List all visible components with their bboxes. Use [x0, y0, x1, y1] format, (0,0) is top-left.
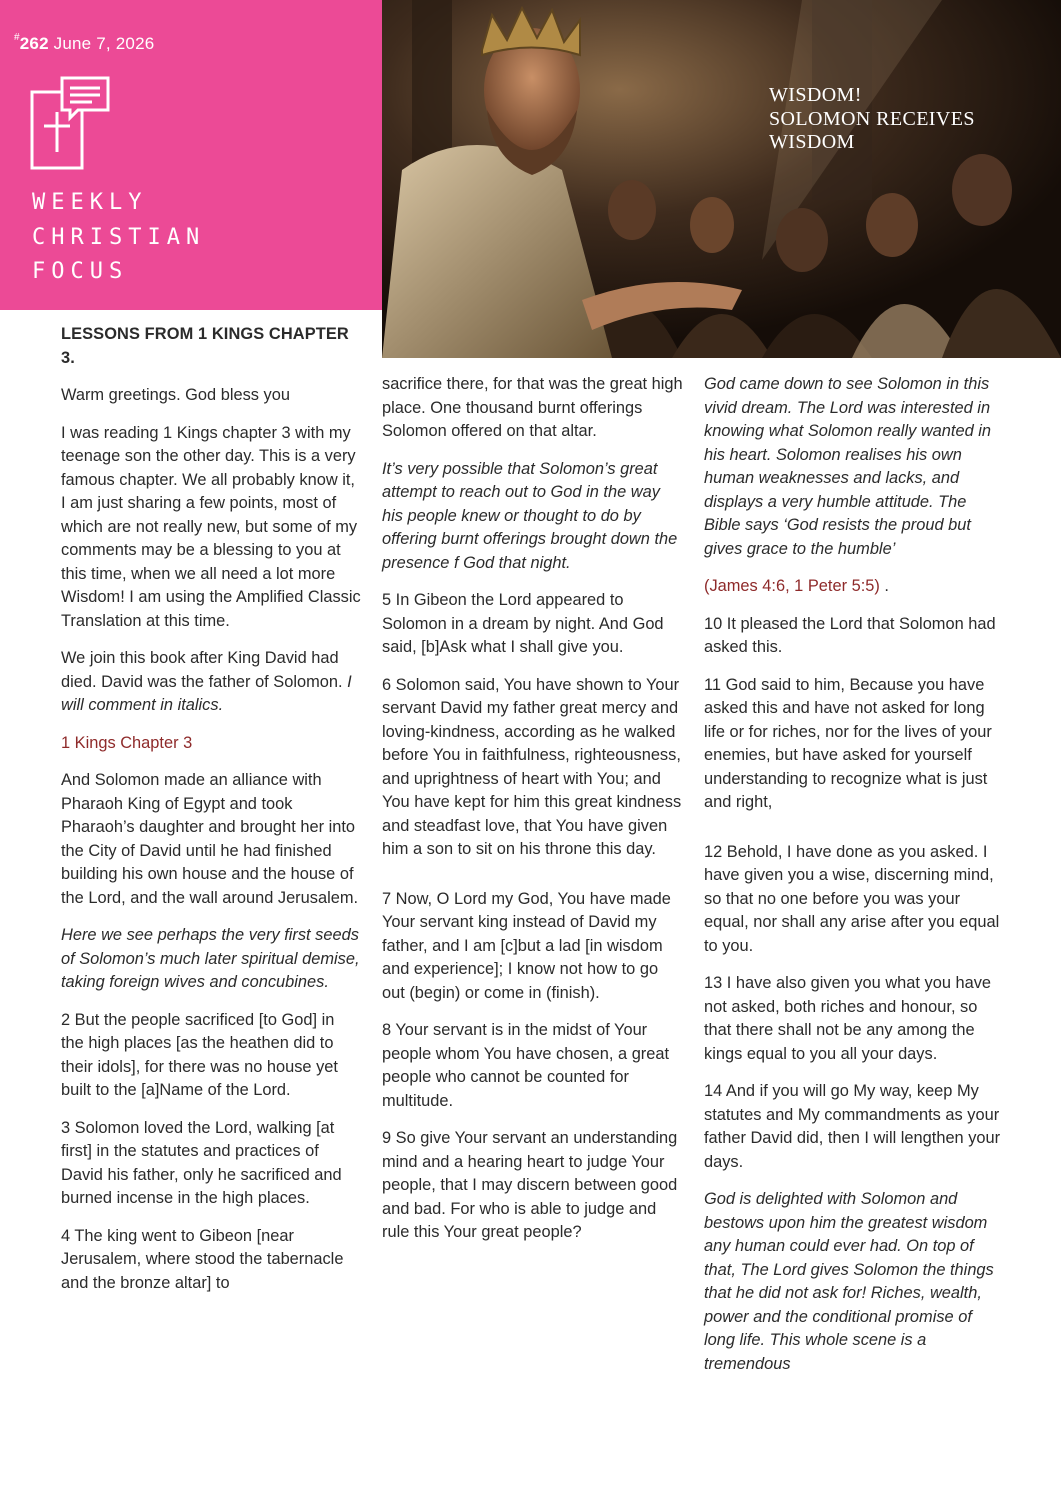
article-column-3: [704, 373, 1006, 1390]
context-text: We join this book after King David had died. David was the father of Solomon.: [61, 649, 348, 691]
verse-5: 5 In Gibeon the Lord appeared to Solomon in a dream by night. And God said, [b]Ask what I shall give you.: [382, 591, 664, 656]
hero-title: [769, 84, 975, 155]
spacer: [704, 829, 1006, 841]
verse-9: 9 So give Your servant an understanding mind and a hearing heart to judge Your people, that I may discern between good and bad. For who is able to judge and rule this Your great people?: [382, 1129, 678, 1241]
issue-hash: #: [14, 32, 20, 43]
scripture-reference: (James 4:6, 1 Peter 5:5): [704, 577, 880, 595]
commentary-3: God came down to see Solomon in this vivid dream. The Lord was interested in knowing what Solomon really wanted in his heart. Solomon realises his own human weaknesses and lacks, and displays a very humble attitude. The Bible says ‘God resists the proud but gives grace to the humble’: [704, 375, 991, 558]
brand-line-1: WEEKLY: [32, 190, 148, 215]
hero-image: [382, 0, 1061, 358]
context-paragraph: [61, 647, 361, 718]
commentary-1: Here we see perhaps the very first seeds of Solomon’s much later spiritual demise, taking foreign wives and concubines.: [61, 926, 360, 991]
commentary-4: God is delighted with Solomon and bestows upon him the greatest wisdom any human could ever had. On top of that, The Lord gives Solomon the things that he did not ask for! Riches, wealth, power and the conditional promise of long life. This whole scene is a tremendous: [704, 1190, 994, 1373]
brand-name: [32, 186, 205, 290]
verse-3: 3 Solomon loved the Lord, walking [at first] in the statutes and practices of David his father, only he sacrificed and burned incense in the high places.: [61, 1118, 342, 1207]
verse-6: 6 Solomon said, You have shown to Your servant David my father great mercy and loving-kindness, according as he walked before You in faithfulness, righteousness, and uprightness of heart with You; and You have kept for him this great kindness and steadfast love, that You have given him a son to sit on his throne this day.: [382, 675, 682, 858]
chapter-title: 1 Kings Chapter 3: [61, 733, 193, 752]
article-column-2: [382, 373, 684, 1259]
brand-line-3: FOCUS: [32, 259, 129, 284]
verse-2: 2 But the people sacrificed [to God] in the high places [as the heathen did to their idols], for there was no house yet built to the [a]Name of the Lord.: [61, 1010, 338, 1099]
issue-number: 262: [19, 34, 49, 53]
issue-date: June 7, 2026: [53, 34, 155, 53]
masthead: [0, 0, 382, 310]
king-solomon-illustration: [382, 0, 1061, 358]
verse-8: 8 Your servant is in the midst of Your people whom You have chosen, a great people who cannot be counted for multitude.: [382, 1021, 670, 1110]
greeting: Warm greetings. God bless you: [61, 386, 290, 404]
italics-note: I will comment in italics.: [61, 672, 352, 714]
brand-line-2: CHRISTIAN: [32, 224, 206, 250]
verse-4-continued: sacrifice there, for that was the great high place. One thousand burnt offerings Solomon offered on that altar.: [382, 375, 683, 440]
verse-4: 4 The king went to Gibeon [near Jerusalem, where stood the tabernacle and the bronze altar] to: [61, 1226, 344, 1292]
article-column-1: [61, 323, 361, 1309]
hero-title-line-1: WISDOM!: [769, 84, 862, 106]
verse-7: 7 Now, O Lord my God, You have made Your servant king instead of David my father, and I am [c]but a lad [in wisdom and experience]; I know not how to go out (begin) or come in (finish).: [382, 889, 671, 1002]
verse-10: 10 It pleased the Lord that Solomon had asked this.: [704, 614, 996, 656]
verse-13: 13 I have also given you what you have not asked, both riches and honour, so that there shall not be any among the kings equal to you all your days.: [704, 974, 992, 1063]
verse-1: And Solomon made an alliance with Pharaoh King of Egypt and took Pharaoh’s daughter and brought her into the City of David until he had finished building his own house and the house of the Lord, and the wall around Jerusalem.: [61, 771, 359, 907]
verse-12: 12 Behold, I have done as you asked. I have given you a wise, discerning mind, so that no one before you was your equal, nor shall any arise after you equal to you.: [704, 842, 1000, 955]
intro-paragraph: I was reading 1 Kings chapter 3 with my teenage son the other day. This is a very famous chapter. We all probably know it, I am just sharing a few points, most of which are not really new, but some of my comments may be a blessing to you at this time, when we all need a lot more Wisdom! I am using the Amplified Classic Translation at this time.: [61, 423, 361, 630]
reference-tail: .: [879, 577, 889, 595]
scripture-reference-line: [704, 575, 1006, 599]
article-heading: LESSONS FROM 1 KINGS CHAPTER 3.: [61, 325, 349, 367]
issue-line: [14, 34, 154, 54]
verse-11: 11 God said to him, Because you have asked this and have not asked for long life or for riches, nor for the lives of your enemies, but have asked for yourself understanding to recognize what is just and right,: [704, 675, 992, 811]
verse-14: 14 And if you will go My way, keep My statutes and My commandments as your father David did, then I will lengthen your days.: [704, 1082, 1001, 1171]
hero-title-line-2: SOLOMON RECEIVES: [769, 107, 975, 130]
bible-chat-icon: [30, 76, 112, 172]
hero-title-line-3: WISDOM: [769, 131, 855, 153]
spacer: [382, 876, 684, 888]
commentary-2: It’s very possible that Solomon’s great attempt to reach out to God in the way his people knew or thought to do by offering burnt offerings brought down the presence f God that night.: [382, 459, 678, 572]
